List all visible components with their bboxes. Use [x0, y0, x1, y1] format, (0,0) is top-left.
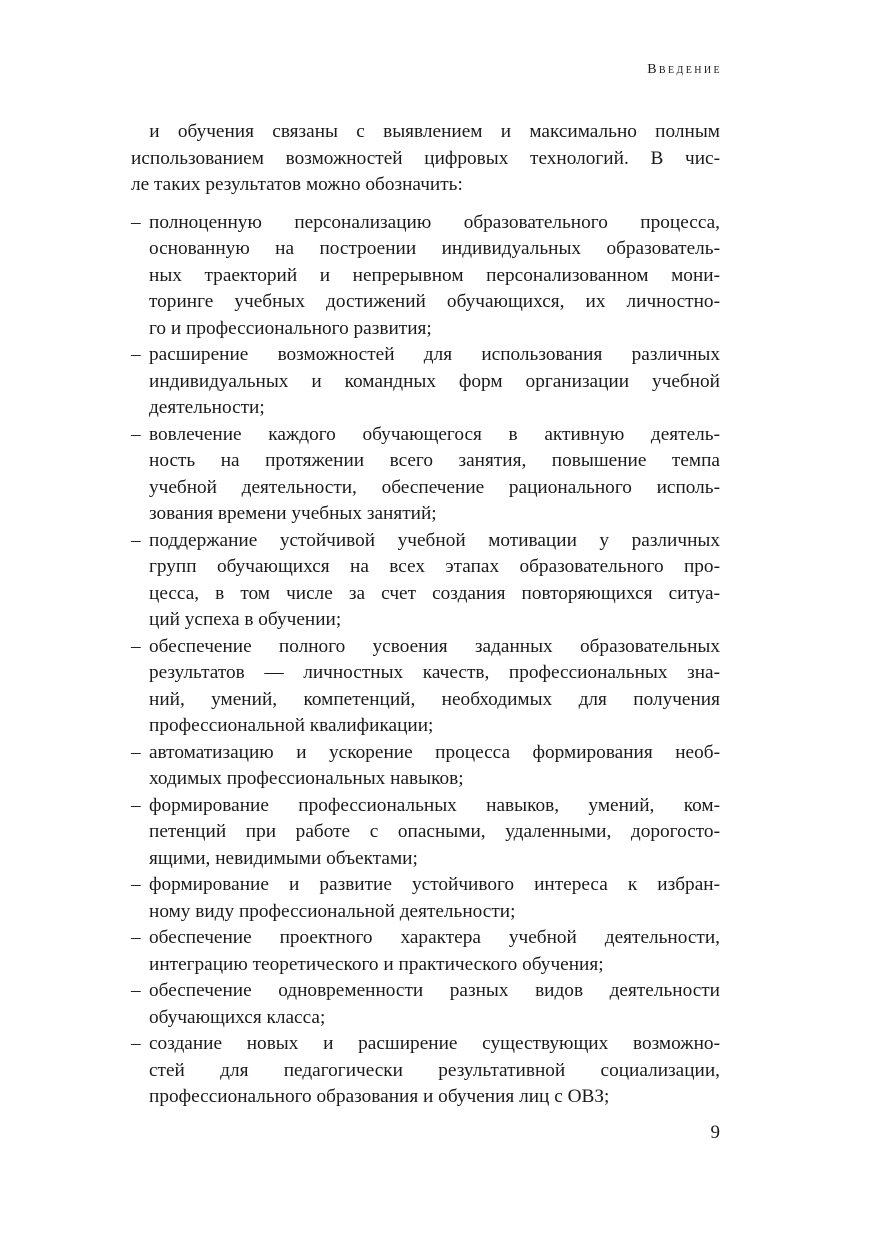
list-item-line: полноценную персонализацию образовательного процесса,: [149, 211, 720, 233]
list-item-line: ному виду профессиональной деятельности;: [149, 900, 516, 922]
list-item-line: расширение возможностей для использования различных: [149, 344, 720, 365]
intro-line: ле таких результатов можно обозначить:: [131, 174, 463, 195]
list-item-line: ний, умений, компетенций, необходимых для получения: [149, 688, 720, 710]
list-item: [131, 872, 720, 925]
list-item: [131, 422, 720, 528]
list-dash: –: [131, 529, 141, 551]
list-dash: –: [131, 927, 141, 948]
list-item-line: учебной деятельности, обеспечение рационального исполь-: [149, 476, 720, 498]
list-item-line: профессионального образования и обучения лиц с ОВЗ;: [149, 1086, 610, 1107]
list-dash: –: [131, 794, 141, 816]
list-item-line: результатов — личностных качеств, профессиональных зна-: [149, 662, 720, 683]
list-item-line: цесса, в том числе за счет создания повторяющихся ситуа-: [149, 582, 720, 604]
intro-line: использованием возможностей цифровых технологий. В чис-: [131, 147, 720, 169]
list-item: [131, 1031, 720, 1111]
list-item: [131, 925, 720, 978]
list-item: [131, 634, 720, 740]
list-item-line: ящими, невидимыми объектами;: [149, 847, 418, 869]
list-dash: –: [131, 1033, 141, 1054]
list-dash: –: [131, 423, 141, 445]
list-item-line: стей для педагогически результативной социализации,: [149, 1059, 720, 1081]
intro-paragraph: [131, 119, 720, 199]
list-item-line: создание новых и расширение существующих возможно-: [149, 1033, 720, 1054]
list-item-line: обеспечение одновременности разных видов деятельности: [149, 980, 720, 1001]
list-dash: –: [131, 874, 141, 895]
list-item: [131, 978, 720, 1031]
list-item-line: групп обучающихся на всех этапах образовательного про-: [149, 556, 720, 577]
list-item-line: основанную на построении индивидуальных образователь-: [149, 238, 720, 259]
list-item-line: го и профессионального развития;: [149, 317, 432, 339]
list-item: [131, 740, 720, 793]
list-item: [131, 528, 720, 634]
list-item-line: ных траекторий и непрерывном персонализованном мони-: [149, 264, 720, 286]
list-dash: –: [131, 211, 141, 233]
list-item-line: формирование профессиональных навыков, умений, ком-: [149, 794, 720, 816]
list-item-line: торинге учебных достижений обучающихся, их личностно-: [149, 291, 720, 312]
list-item-line: поддержание устойчивой учебной мотивации у различных: [149, 529, 720, 551]
list-item-line: вовлечение каждого обучающегося в активную деятель-: [149, 423, 720, 445]
list-item-line: индивидуальных и командных форм организации учебной: [149, 370, 720, 392]
results-list: [131, 210, 720, 1111]
list-item-line: обеспечение проектного характера учебной деятельности,: [149, 927, 720, 948]
list-item-line: зования времени учебных занятий;: [149, 503, 437, 524]
list-item-line: ность на протяжении всего занятия, повышение темпа: [149, 450, 720, 471]
list-item-line: ций успеха в обучении;: [149, 609, 342, 630]
list-dash: –: [131, 980, 141, 1001]
list-dash: –: [131, 344, 141, 365]
list-item-line: обеспечение полного усвоения заданных образовательных: [149, 635, 720, 657]
list-item: [131, 210, 720, 343]
list-item-line: ходимых профессиональных навыков;: [149, 768, 464, 789]
list-dash: –: [131, 741, 141, 763]
running-head: Введение: [647, 62, 722, 77]
page-number: 9: [710, 1122, 720, 1143]
body-text: [131, 119, 720, 1111]
intro-line: и обучения связаны с выявлением и максимально полным: [131, 121, 720, 142]
list-item-line: деятельности;: [149, 397, 265, 418]
list-item-line: профессиональной квалификации;: [149, 715, 434, 736]
list-item-line: автоматизацию и ускорение процесса формирования необ-: [149, 741, 720, 763]
list-item-line: петенций при работе с опасными, удаленными, дорогосто-: [149, 821, 720, 842]
list-item: [131, 793, 720, 873]
list-item-line: формирование и развитие устойчивого интереса к избран-: [149, 874, 720, 895]
list-item-line: интеграцию теоретического и практического обучения;: [149, 953, 604, 975]
list-item-line: обучающихся класса;: [149, 1006, 326, 1028]
list-item: [131, 342, 720, 422]
list-dash: –: [131, 635, 141, 657]
